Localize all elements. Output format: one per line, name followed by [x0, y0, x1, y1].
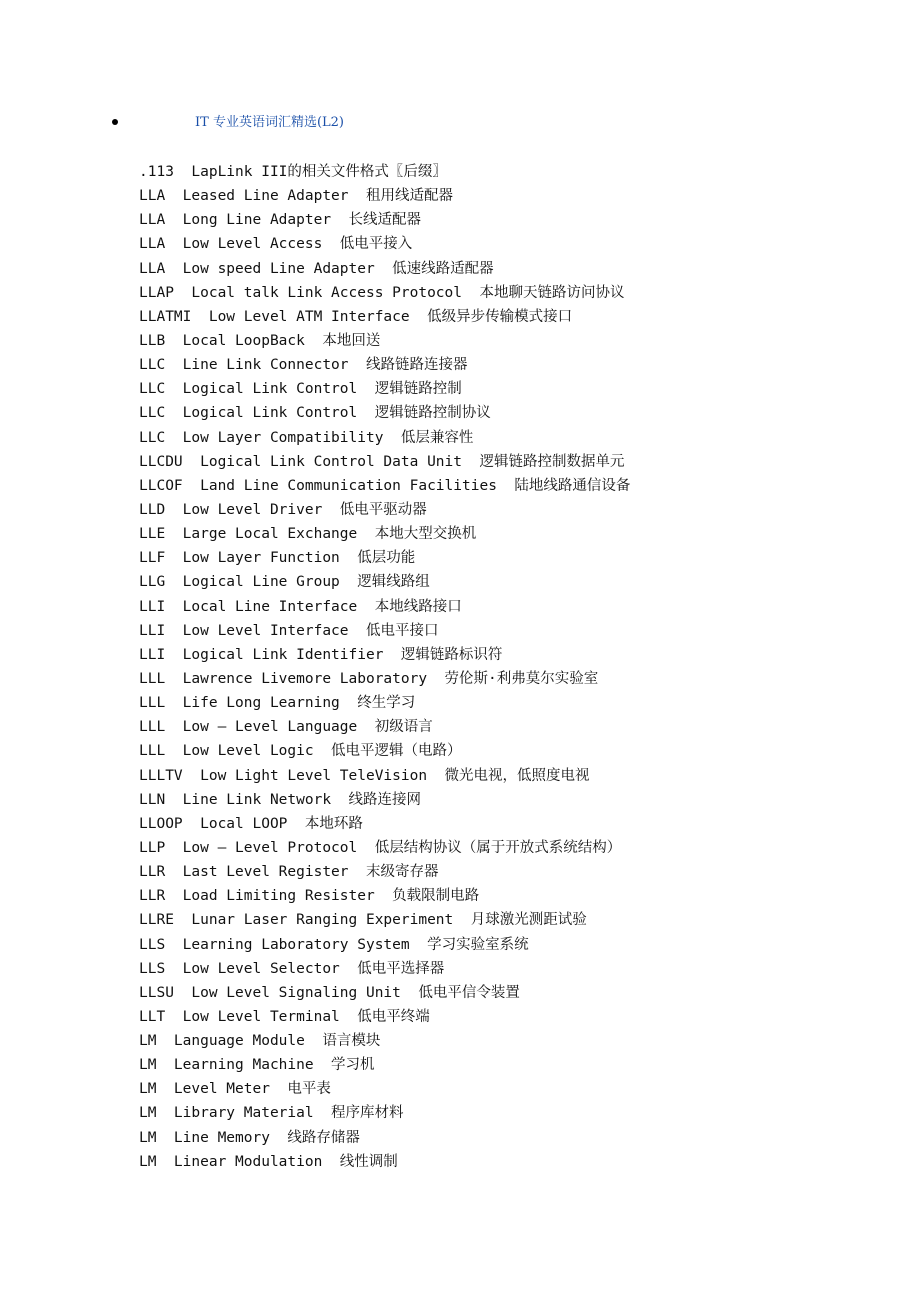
glossary-entry: LLR Load Limiting Resister 负载限制电路 [139, 888, 480, 905]
glossary-entry: LM Language Module 语言模块 [139, 1033, 381, 1050]
glossary-entry: LLL Low – Level Language 初级语言 [139, 719, 433, 736]
glossary-entry: LLC Line Link Connector 线路链路连接器 [139, 357, 468, 374]
glossary-entry: LM Learning Machine 学习机 [139, 1057, 375, 1074]
page-title[interactable]: IT 专业英语词汇精选(L2) [195, 115, 344, 130]
glossary-entry: LLR Last Level Register 末级寄存器 [139, 864, 439, 881]
glossary-entry: LM Linear Modulation 线性调制 [139, 1153, 398, 1170]
glossary-entry: LM Library Material 程序库材料 [139, 1105, 404, 1122]
glossary-entry: LLL Low Level Logic 低电平逻辑（电路） [139, 743, 462, 760]
list-bullet [112, 119, 118, 125]
glossary-entry: LLF Low Layer Function 低层功能 [139, 550, 416, 567]
glossary-entry: LLB Local LoopBack 本地回送 [139, 332, 381, 349]
glossary-entry: LLCOF Land Line Communication Facilities 陆地线路通信设备 [139, 477, 631, 494]
glossary-entry: LLI Low Level Interface 低电平接口 [139, 622, 439, 639]
glossary-entry: LLE Large Local Exchange 本地大型交换机 [139, 526, 477, 543]
glossary-entry: LM Line Memory 线路存储器 [139, 1129, 360, 1146]
glossary-entry: LLP Low – Level Protocol 低层结构协议（属于开放式系统结构） [139, 839, 622, 856]
glossary-list [139, 160, 630, 1174]
glossary-entry: LLS Learning Laboratory System 学习实验室系统 [139, 936, 529, 953]
glossary-entry: LLA Leased Line Adapter 租用线适配器 [139, 188, 453, 205]
glossary-entry: LLI Local Line Interface 本地线路接口 [139, 598, 462, 615]
glossary-entry: LLCDU Logical Link Control Data Unit 逻辑链路控制数据单元 [139, 453, 625, 470]
glossary-entry: LLOOP Local LOOP 本地环路 [139, 815, 363, 832]
glossary-entry: LLT Low Level Terminal 低电平终端 [139, 1008, 430, 1025]
glossary-entry: LLC Low Layer Compatibility 低层兼容性 [139, 429, 474, 446]
glossary-entry: LLL Life Long Learning 终生学习 [139, 695, 416, 712]
glossary-entry: LM Level Meter 电平表 [139, 1081, 331, 1098]
glossary-entry: LLN Line Link Network 线路连接网 [139, 791, 422, 808]
glossary-entry: LLI Logical Link Identifier 逻辑链路标识符 [139, 646, 503, 663]
glossary-entry: LLA Low Level Access 低电平接入 [139, 236, 413, 253]
glossary-entry: LLC Logical Link Control 逻辑链路控制协议 [139, 405, 491, 422]
glossary-entry: LLA Low speed Line Adapter 低速线路适配器 [139, 260, 494, 277]
glossary-entry: LLD Low Level Driver 低电平驱动器 [139, 501, 427, 518]
glossary-entry: LLA Long Line Adapter 长线适配器 [139, 212, 422, 229]
glossary-entry: LLC Logical Link Control 逻辑链路控制 [139, 381, 462, 398]
glossary-entry: LLL Lawrence Livemore Laboratory 劳伦斯·利弗莫尔实验室 [139, 670, 599, 687]
glossary-entry: LLRE Lunar Laser Ranging Experiment 月球激光测距试验 [139, 912, 587, 929]
glossary-entry: .113 LapLink III的相关文件格式〖后缀〗 [139, 164, 447, 180]
glossary-entry: LLATMI Low Level ATM Interface 低级异步传输模式接口 [139, 308, 573, 325]
glossary-entry: LLG Logical Line Group 逻辑线路组 [139, 574, 430, 591]
glossary-entry: LLLTV Low Light Level TeleVision 微光电视，低照度电视 [139, 767, 590, 784]
glossary-entry: LLSU Low Level Signaling Unit 低电平信令装置 [139, 984, 520, 1001]
glossary-entry: LLAP Local talk Link Access Protocol 本地聊天链路访问协议 [139, 284, 625, 301]
glossary-entry: LLS Low Level Selector 低电平选择器 [139, 960, 445, 977]
